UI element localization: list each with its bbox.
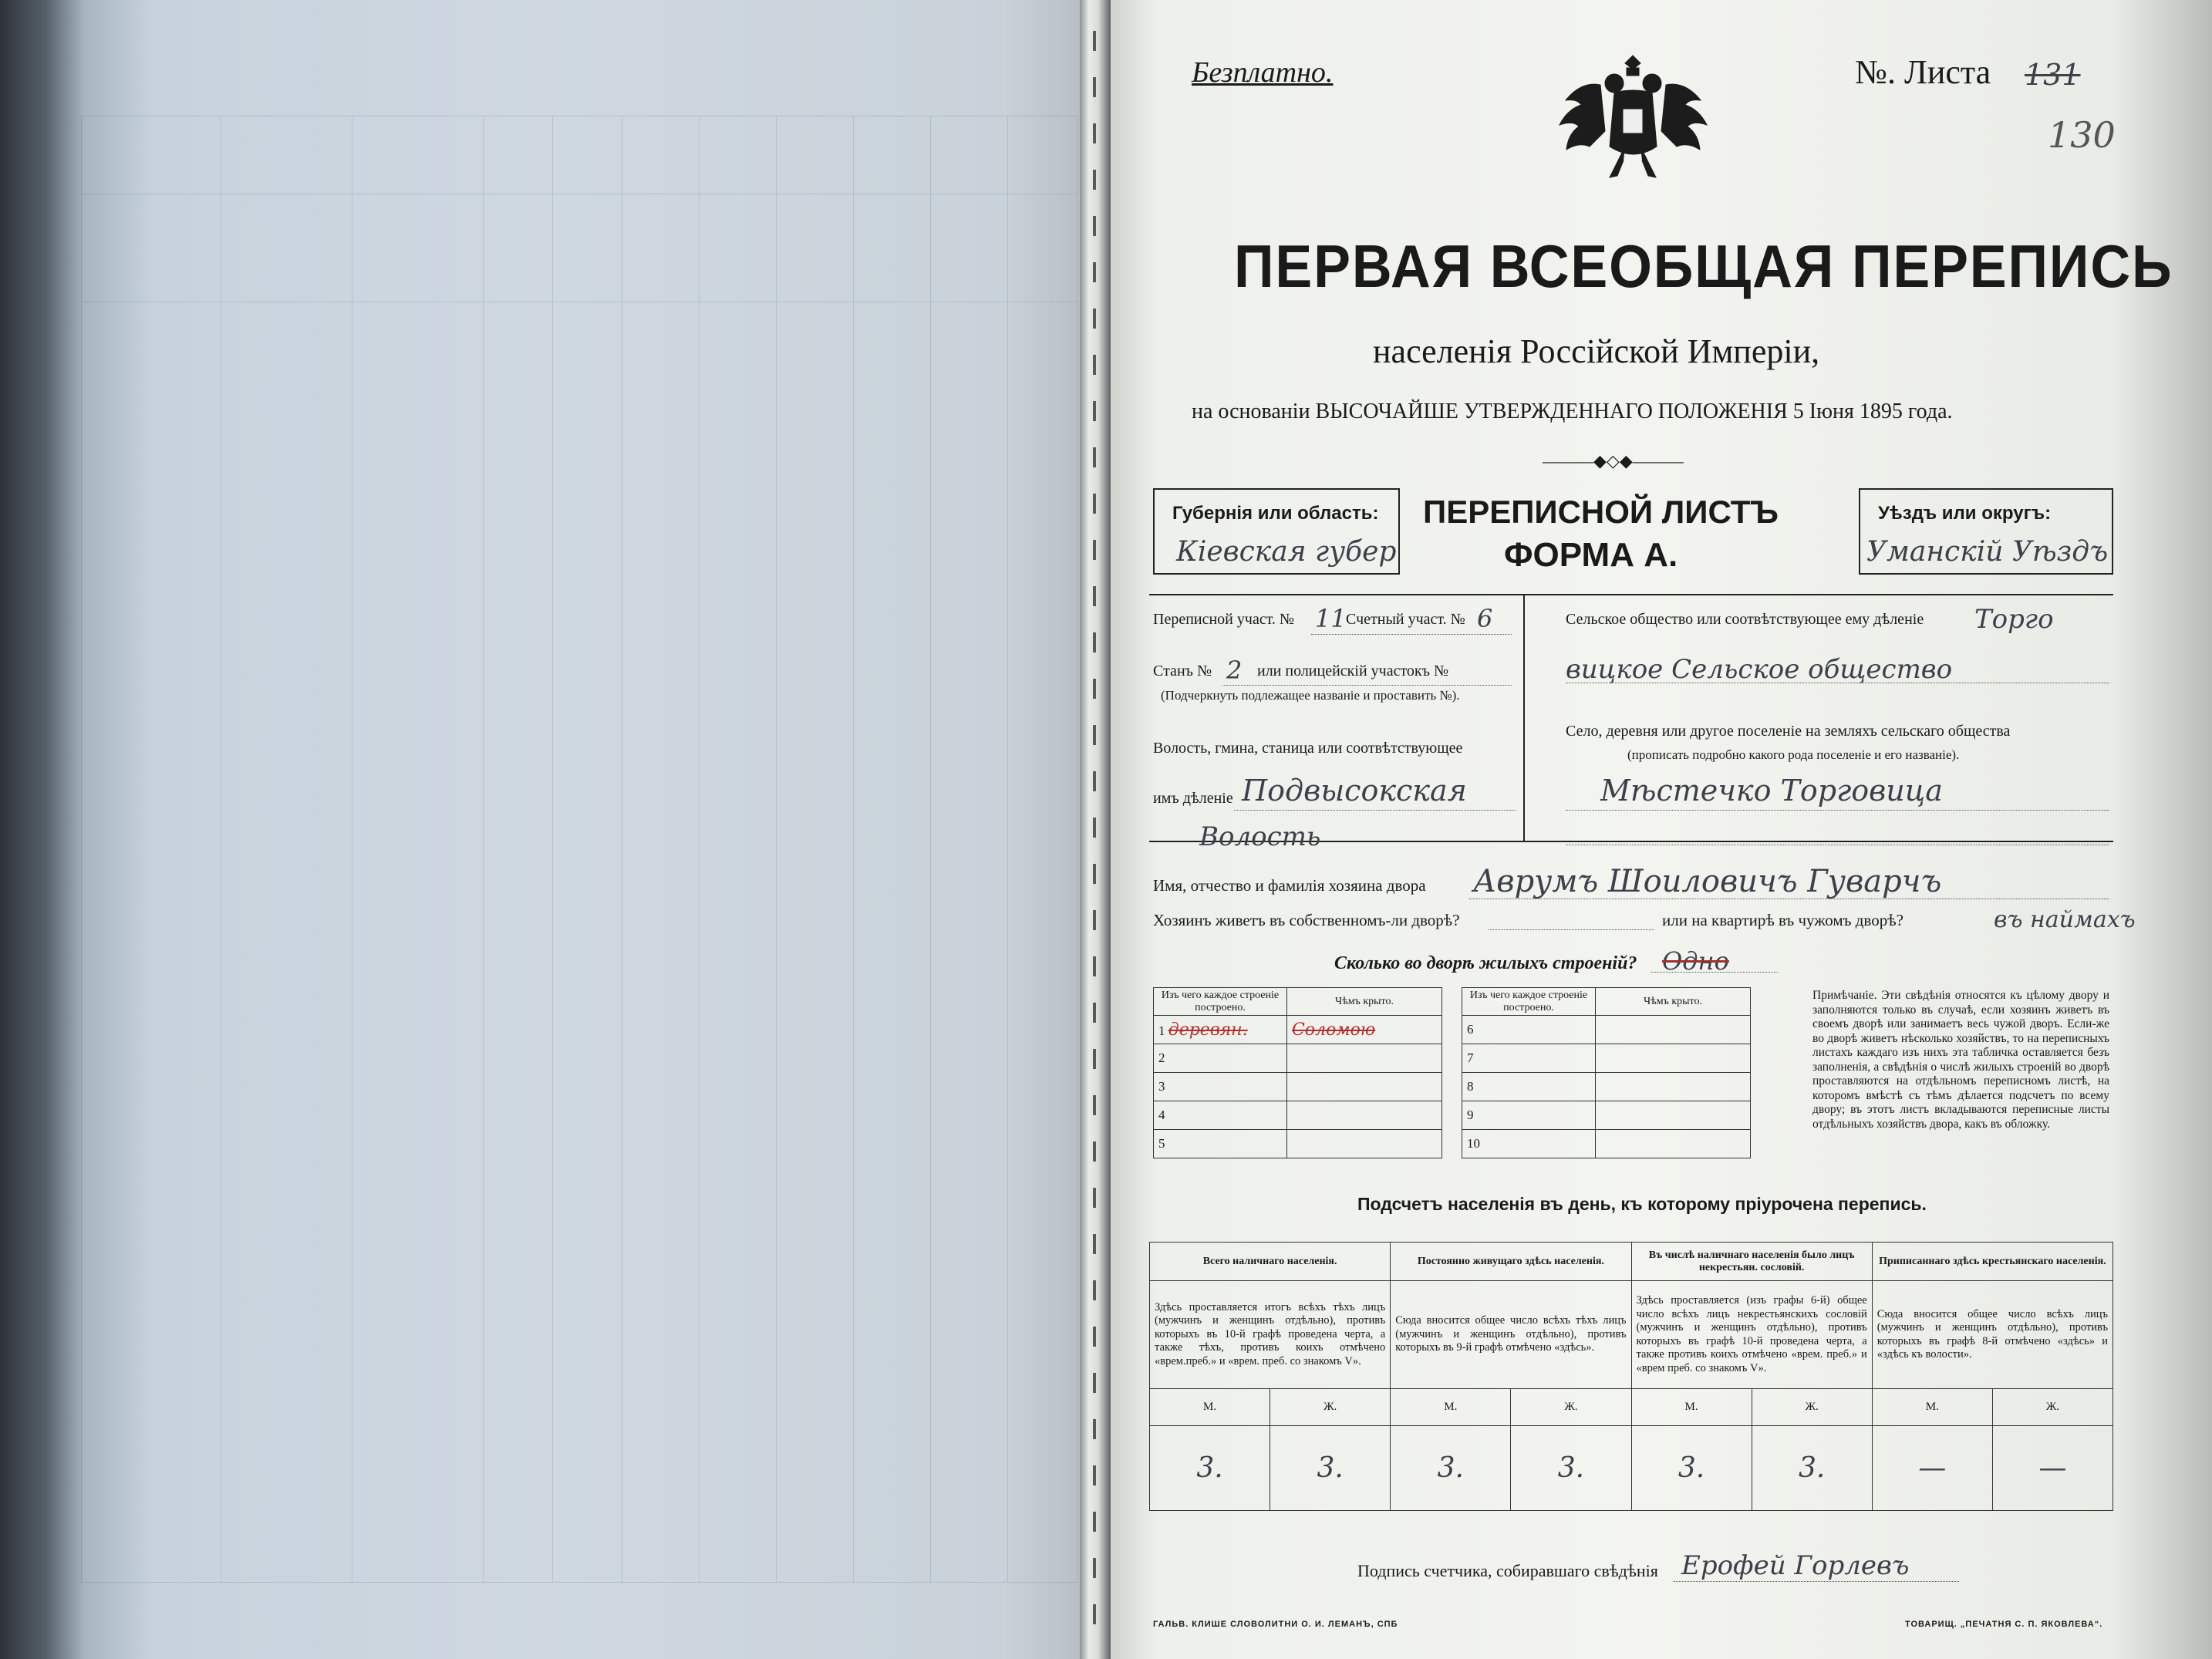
- underline-note: (Подчеркнуть подлежащее названіе и проставить №).: [1161, 688, 1460, 703]
- row-3: 3: [1154, 1073, 1287, 1101]
- value-m-2: 3.: [1391, 1426, 1511, 1511]
- volost-label-2: имъ дѣленіе: [1153, 790, 1233, 807]
- form-subtitle: ФОРМА А.: [1504, 536, 1678, 574]
- double-headed-eagle-emblem: [1554, 46, 1712, 193]
- stan-label: Станъ №: [1153, 663, 1212, 679]
- volost-rule: [1234, 810, 1516, 811]
- value-f-3: 3.: [1752, 1426, 1872, 1511]
- population-table: [1149, 1242, 2113, 1511]
- police-label: или полицейскій участокъ №: [1257, 663, 1449, 679]
- value-f-1: 3.: [1270, 1426, 1391, 1511]
- value-m-1: 3.: [1150, 1426, 1270, 1511]
- owner-name-value: Аврумъ Шоиловичъ Гуварчъ: [1473, 864, 1942, 899]
- owner-lives-rule: [1489, 929, 1654, 930]
- row-8: 8: [1462, 1073, 1596, 1101]
- col3-desc: Здѣсь проставляется (изъ графы 6-й) общее число всѣхъ лицъ некрестьянскихъ сословій (мужчинъ и женщинъ отдѣльно), противъ которыхъ въ графѣ 10-й проведена черта, а также противъ коихъ отмѣчено «врем. преб.» и «врем преб. со знакомъ V».: [1631, 1281, 1872, 1389]
- census-section-label: Переписной участ. №: [1153, 611, 1295, 628]
- col4-head: Приписаннаго здѣсь крестьянскаго населенія.: [1872, 1243, 2113, 1281]
- volost-value-2: Волость: [1199, 821, 1321, 852]
- society-value-2: вицкое Сельское общество: [1566, 654, 1953, 685]
- row-2: 2: [1154, 1044, 1287, 1073]
- col1-head: Всего наличнаго населенія.: [1150, 1243, 1391, 1281]
- sheet-number-label: №. Листа: [1855, 53, 1991, 91]
- col-roof-header-2: Чѣмъ крыто.: [1596, 988, 1751, 1016]
- middle-frame-divider: [1523, 594, 1525, 841]
- binding-thread: [1093, 31, 1096, 1651]
- row-4: 4: [1154, 1101, 1287, 1130]
- society-value: Торго: [1974, 604, 2054, 635]
- sheet-number-struck: 131: [2025, 58, 2081, 92]
- form-title: ПЕРЕПИСНОЙ ЛИСТЪ: [1423, 494, 1779, 530]
- sheet-number-pencil: 130: [2048, 114, 2116, 156]
- buildings-table-left: [1153, 987, 1442, 1158]
- m-header-2: М.: [1391, 1389, 1511, 1426]
- f-header-3: Ж.: [1752, 1389, 1872, 1426]
- col3-head: Въ числѣ наличнаго населенія было лицъ некрестьян. сословій.: [1631, 1243, 1872, 1281]
- village-rule: [1566, 810, 2109, 811]
- village-value: Мѣстечко Торговица: [1600, 774, 1943, 808]
- printer-right: ТОВАРИЩ. „ПЕЧАТНЯ С. П. ЯКОВЛЕВА“.: [1905, 1620, 2103, 1629]
- census-section-rule: [1311, 634, 1512, 635]
- village-note: (прописать подробно какого рода поселеніе и его названіе).: [1627, 747, 1960, 762]
- apartment-label: или на квартирѣ въ чужомъ дворѣ?: [1662, 911, 1903, 929]
- m-header-3: М.: [1631, 1389, 1752, 1426]
- signature-value: Ерофей Горлевъ: [1681, 1550, 1910, 1581]
- buildings-table-right: [1462, 987, 1751, 1158]
- row-6: 6: [1462, 1016, 1596, 1044]
- row-1-material: 1 деревян.: [1154, 1016, 1287, 1044]
- buildings-label: Сколько во дворѣ жилыхъ строеній?: [1334, 953, 1637, 973]
- volost-value: Подвысокская: [1242, 774, 1467, 808]
- count-section-label: Счетный участ. №: [1346, 611, 1465, 628]
- col-material-header: Изъ чего каждое строеніе построено.: [1154, 988, 1287, 1016]
- col2-head: Постоянно живущаго здѣсь населенія.: [1391, 1243, 1631, 1281]
- f-header-2: Ж.: [1511, 1389, 1631, 1426]
- col-roof-header: Чѣмъ крыто.: [1287, 988, 1442, 1016]
- f-header-1: Ж.: [1270, 1389, 1391, 1426]
- m-header-1: М.: [1150, 1389, 1270, 1426]
- stan-value: 2: [1226, 656, 1243, 685]
- ornament-divider: ———◆◇◆———: [1543, 451, 1684, 470]
- page-title: ПЕРВАЯ ВСЕОБЩАЯ ПЕРЕПИСЬ: [1234, 232, 2173, 300]
- census-section-value: 11: [1315, 604, 1347, 633]
- district-label: Уѣздъ или округъ:: [1878, 503, 2052, 524]
- faded-table-grid: [81, 116, 1077, 1583]
- legal-basis: на основаніи ВЫСОЧАЙШЕ УТВЕРЖДЕННАГО ПОЛОЖЕНІЯ 5 Іюня 1895 года.: [1192, 400, 1953, 423]
- row-7: 7: [1462, 1044, 1596, 1073]
- district-value: Уманскій Уѣздъ: [1866, 536, 2109, 568]
- apartment-value: въ наймахъ: [1994, 906, 2136, 933]
- value-m-4: —: [1872, 1426, 1992, 1511]
- row-5: 5: [1154, 1130, 1287, 1158]
- province-value: Кіевская губер: [1176, 536, 1397, 568]
- province-label: Губернія или область:: [1172, 503, 1379, 524]
- owner-lives-label: Хозяинъ живетъ въ собственномъ-ли дворѣ?: [1153, 911, 1460, 929]
- village-label: Село, деревня или другое поселеніе на земляхъ сельскаго общества: [1566, 723, 2011, 740]
- value-f-4: —: [1992, 1426, 2113, 1511]
- signature-rule: [1674, 1581, 1959, 1582]
- middle-frame-top: [1149, 594, 2113, 595]
- value-f-2: 3.: [1511, 1426, 1631, 1511]
- row-10: 10: [1462, 1130, 1596, 1158]
- owner-name-label: Имя, отчество и фамилія хозяина двора: [1153, 876, 1426, 895]
- row-9: 9: [1462, 1101, 1596, 1130]
- note-text: Примѣчаніе. Эти свѣдѣнія относятся къ цѣлому двору и заполняются только въ случаѣ, если хозяинъ живетъ въ своемъ дворѣ или занимаетъ весь чужой дворъ. Если-же во дворѣ живетъ нѣсколько хозяйствъ, то на переписныхъ листахъ каждаго изъ нихъ эта табличка оставляется безъ заполненія, а свѣдѣнія о числѣ жилыхъ строеній во дворѣ проставляются на отдѣльномъ переписномъ листѣ, на которомъ вмѣстѣ съ тѣмъ дѣлается подсчетъ по всему двору; въ этотъ листъ вкладываются переписные листы отдѣльныхъ хозяйствъ двора, какъ въ обложку.: [1812, 989, 2109, 1131]
- volost-label: Волость, гмина, станица или соотвѣтствующее: [1153, 740, 1463, 757]
- page-subtitle: населенія Россійской Имперіи,: [1373, 332, 1820, 370]
- printer-left: ГАЛЬВ. КЛИШЕ СЛОВОЛИТНИ О. И. ЛЕМАНЪ, СПБ: [1153, 1620, 1398, 1629]
- f-header-4: Ж.: [1992, 1389, 2113, 1426]
- society-label: Сельское общество или соотвѣтствующее ему дѣленіе: [1566, 611, 1924, 628]
- col-material-header-2: Изъ чего каждое строеніе построено.: [1462, 988, 1596, 1016]
- left-page-blank: [0, 0, 1080, 1659]
- count-section-value: 6: [1477, 604, 1493, 633]
- col2-desc: Сюда вносится общее число всѣхъ тѣхъ лицъ (мужчинъ и женщинъ отдѣльно), противъ которыхъ въ 9-й графѣ отмѣчено «здѣсь».: [1391, 1281, 1631, 1389]
- col1-desc: Здѣсь проставляется итогъ всѣхъ тѣхъ лицъ (мужчинъ и женщинъ отдѣльно), противъ которыхъ въ 10-й графѣ проведена черта, а также тѣхъ, противъ коихъ отмѣчено «врем.преб.» и «врем. преб. со знакомъ V».: [1150, 1281, 1391, 1389]
- signature-label: Подпись счетчика, собиравшаго свѣдѣнія: [1357, 1561, 1658, 1580]
- stan-rule: [1222, 685, 1512, 686]
- buildings-rule: [1651, 972, 1778, 973]
- col4-desc: Сюда вносится общее число всѣхъ лицъ (мужчинъ и женщинъ отдѣльно), противъ которыхъ въ графѣ 8-й отмѣчено «здѣсь» и «здѣсь къ волости».: [1872, 1281, 2113, 1389]
- value-m-3: 3.: [1631, 1426, 1752, 1511]
- buildings-value: Одно: [1662, 946, 1729, 976]
- row-1-roof: Соломою: [1287, 1016, 1442, 1044]
- population-title: Подсчетъ населенія въ день, къ которому пріурочена перепись.: [1357, 1194, 1927, 1214]
- free-label: Безплатно.: [1192, 56, 1334, 89]
- m-header-4: М.: [1872, 1389, 1992, 1426]
